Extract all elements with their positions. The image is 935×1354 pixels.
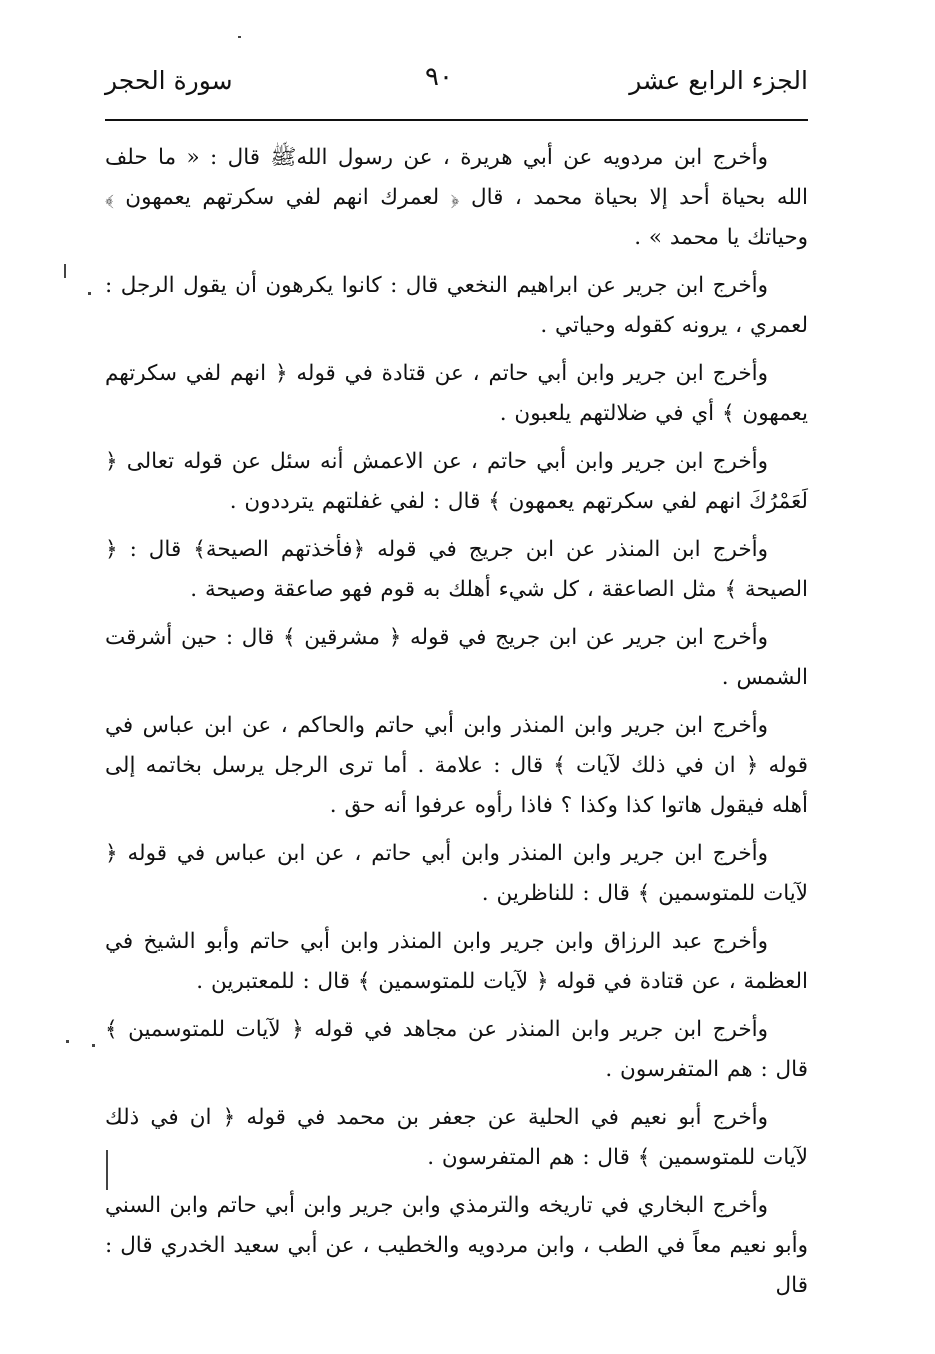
scan-speck — [88, 292, 91, 295]
header-surah-title: سورة الحجر — [105, 66, 233, 95]
paragraph: وأخرج ابن جرير وابن المنذر وابن أبي حاتم ، عن ابن عباس في قوله ﴿ لآيات للمتوسمين ﴾ قال : للناظرين . — [105, 841, 808, 906]
paragraph: وأخرج البخاري في تاريخه والترمذي وابن جرير وابن أبي حاتم وابن السني وأبو نعيم معاً في الطب ، وابن مردويه والخطيب ، عن أبي سعيد الخدري قال : قال — [105, 1193, 808, 1298]
paragraph: وأخرج ابن جرير وابن أبي حاتم ، عن الاعمش أنه سئل عن قوله تعالى ﴿ لَعَمْرُكَ انهم لفي سكرتهم يعمهون ﴾ قال : لفي غفلتهم يترددون . — [105, 449, 808, 514]
scan-speck — [238, 36, 241, 38]
paragraph: وأخرج ابن مردويه عن أبي هريرة ، عن رسول اللهﷺ قال : « ما حلف الله بحياة أحد إلا بحياة محمد ، قال ﴿ لعمرك انهم لفي سكرتهم يعمهون ﴾ وحياتك يا محمد » . — [105, 145, 808, 250]
paragraph: وأخرج ابن جرير وابن المنذر عن مجاهد في قوله ﴿ لآيات للمتوسمين ﴾ قال : هم المتفرسون . — [105, 1017, 808, 1082]
paragraph: وأخرج عبد الرزاق وابن جرير وابن المنذر وابن أبي حاتم وأبو الشيخ في العظمة ، عن قتادة في قوله ﴿ لآيات للمتوسمين ﴾ قال : للمعتبرين . — [105, 929, 808, 994]
paragraph: وأخرج ابن جرير عن ابن جريج في قوله ﴿ مشرقين ﴾ قال : حين أشرقت الشمس . — [105, 625, 808, 690]
scan-speck — [106, 1150, 108, 1190]
page-number: ٩٠ — [425, 62, 453, 92]
main-text — [105, 138, 808, 1314]
header-part-title: الجزء الرابع عشر — [629, 66, 808, 95]
scan-speck — [66, 1040, 69, 1043]
scan-speck — [64, 264, 66, 278]
paragraph: وأخرج ابن المنذر عن ابن جريج في قوله ﴿فأخذتهم الصيحة﴾ قال : ﴿ الصيحة ﴾ مثل الصاعقة ، كل شيء أهلك به قوم فهو صاعقة وصيحة . — [105, 537, 808, 602]
paragraph: وأخرج ابن جرير عن ابراهيم النخعي قال : كانوا يكرهون أن يقول الرجل : لعمري ، يرونه كقوله وحياتي . — [105, 273, 808, 338]
paragraph: وأخرج ابن جرير وابن المنذر وابن أبي حاتم والحاكم ، عن ابن عباس في قوله ﴿ ان في ذلك لآيات ﴾ قال : علامة . أما ترى الرجل يرسل بخاتمه إلى أهله فيقول هاتوا كذا وكذا ؟ فاذا رأوه عرفوا أنه حق . — [105, 713, 808, 818]
scan-speck — [92, 1044, 95, 1047]
running-header — [105, 58, 808, 108]
paragraph: وأخرج ابن جرير وابن أبي حاتم ، عن قتادة في قوله ﴿ انهم لفي سكرتهم يعمهون ﴾ أي في ضلالتهم يلعبون . — [105, 361, 808, 426]
header-divider — [105, 119, 808, 121]
paragraph: وأخرج أبو نعيم في الحلية عن جعفر بن محمد في قوله ﴿ ان في ذلك لآيات للمتوسمين ﴾ قال : هم المتفرسون . — [105, 1105, 808, 1170]
